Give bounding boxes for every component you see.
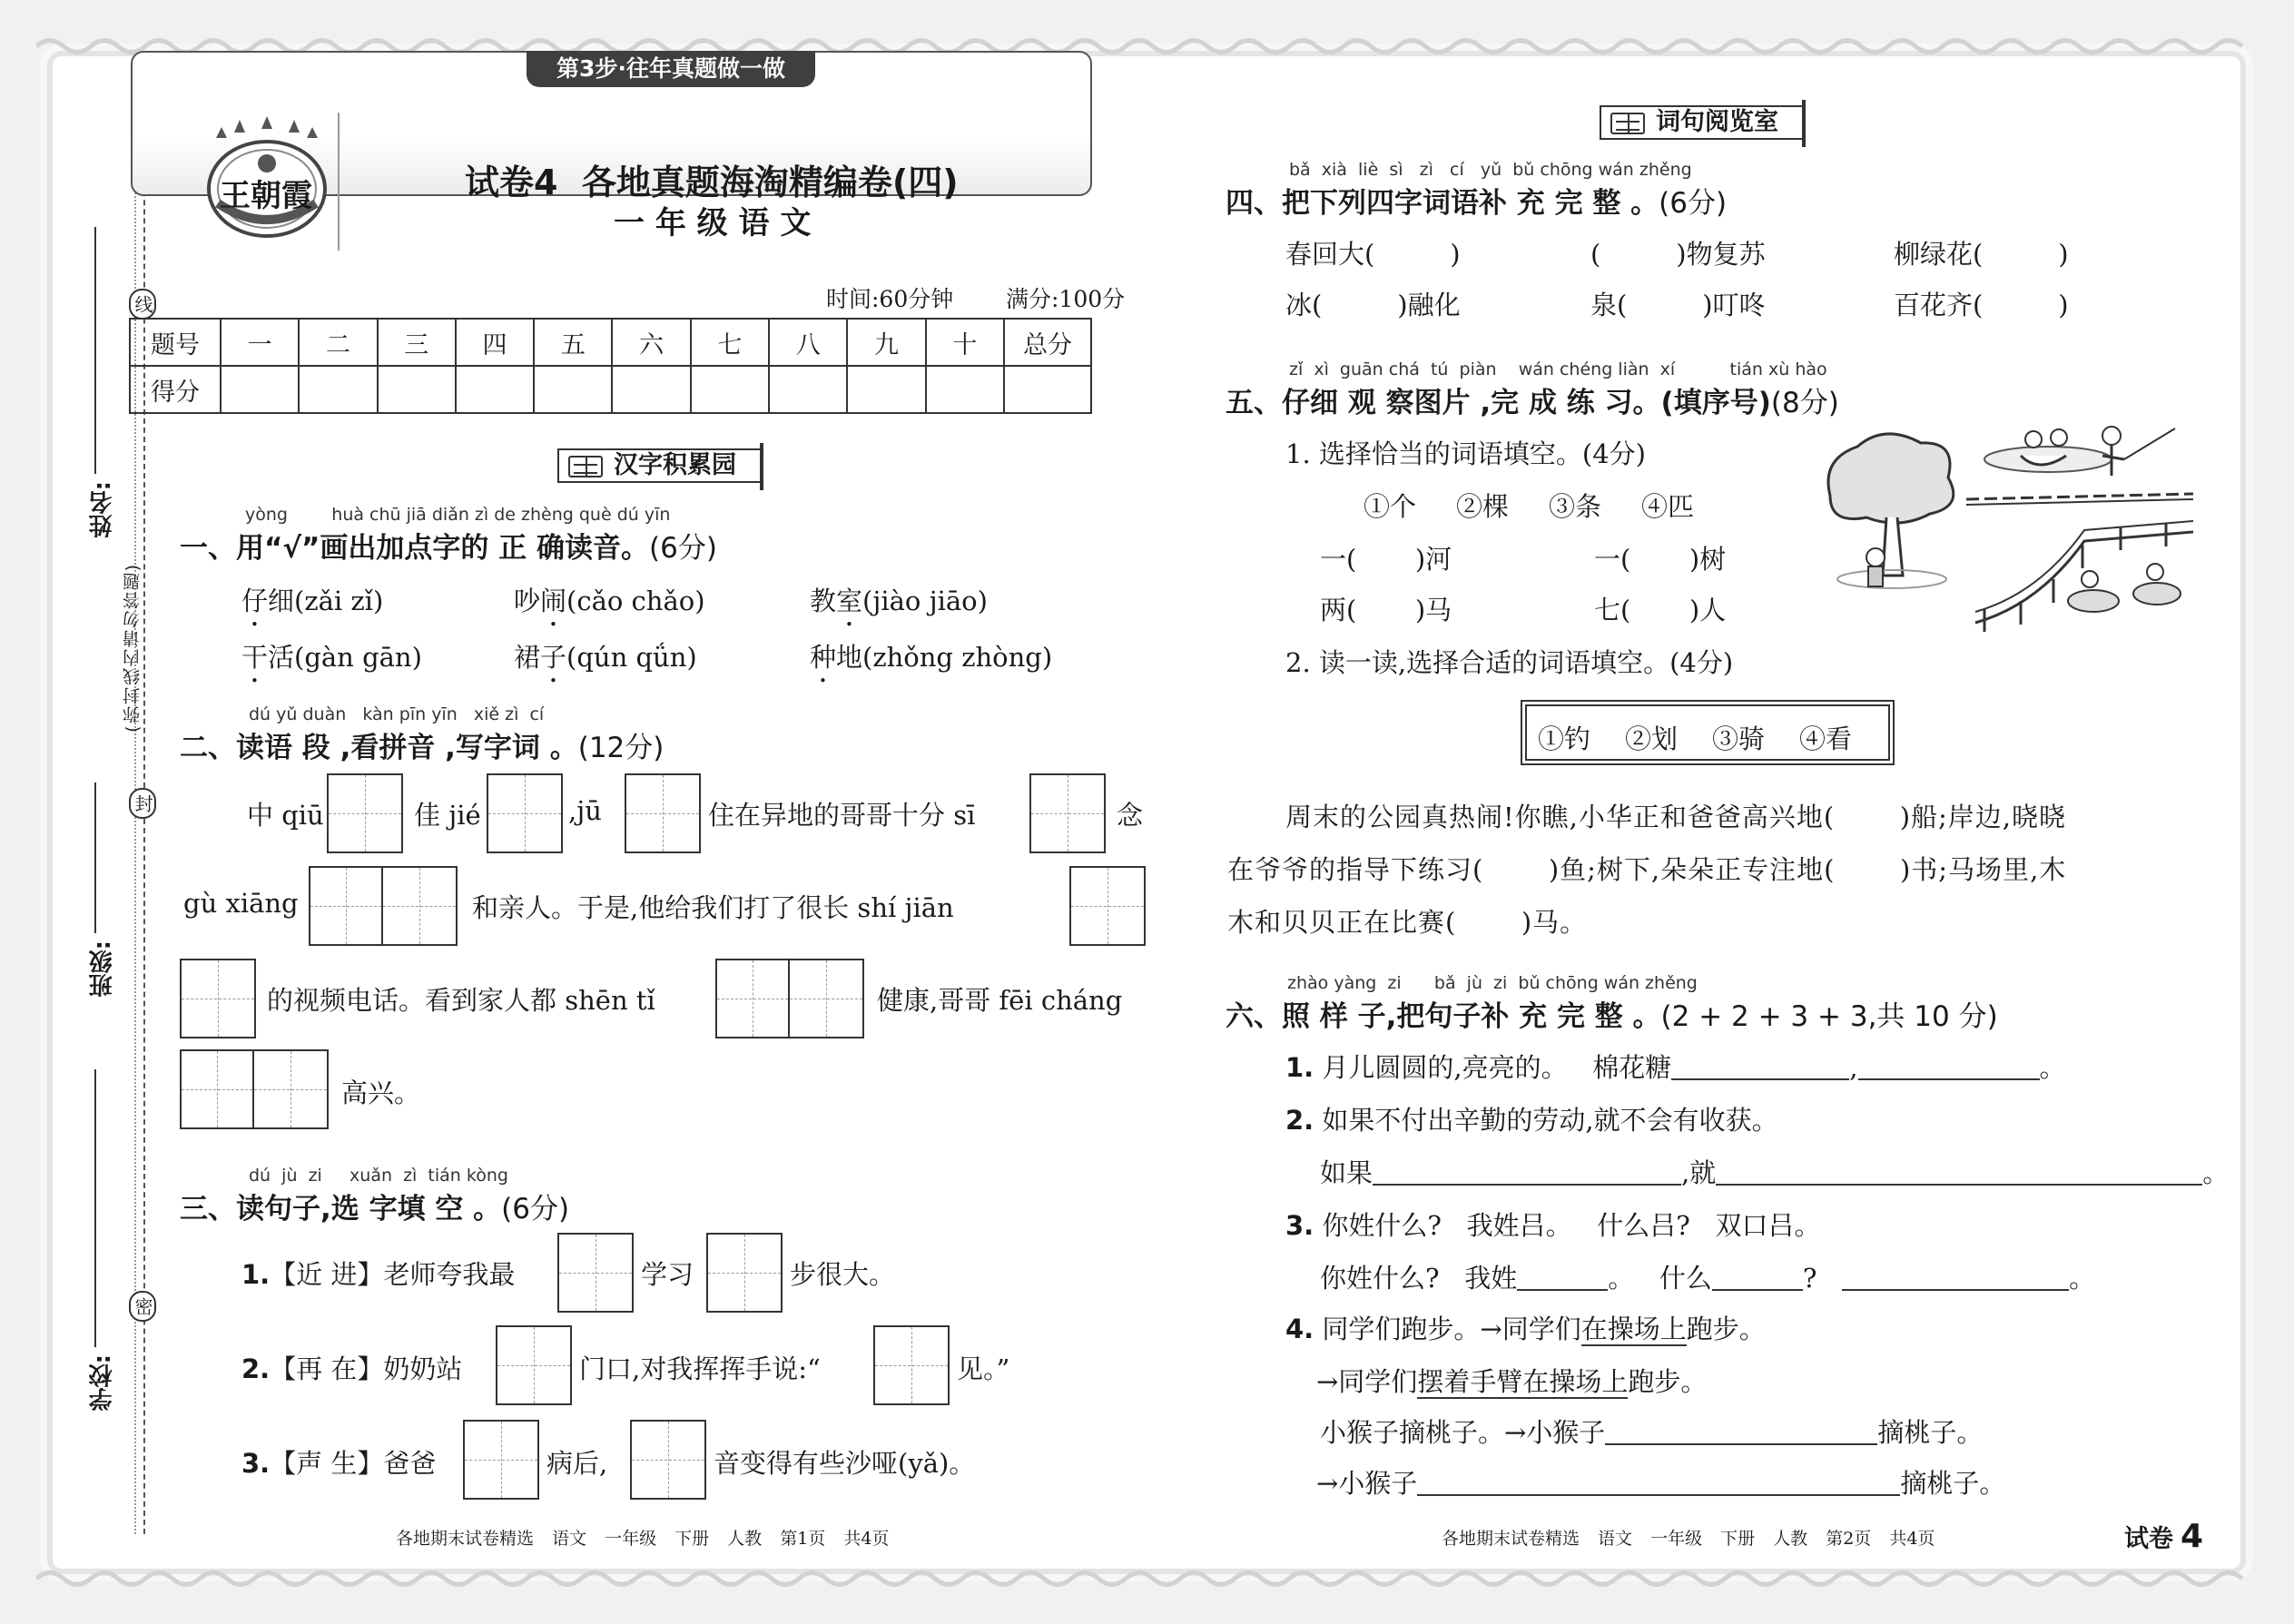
q2-box-jie[interactable]: [487, 773, 563, 853]
q6-s2-blank-1[interactable]: [1373, 1158, 1681, 1186]
score-col-5: 五: [534, 319, 612, 366]
q1-heading: [180, 525, 717, 566]
q3-box-2b[interactable]: [873, 1325, 950, 1405]
score-table-header-label: 题号: [130, 319, 221, 366]
q1-item-1[interactable]: 仔细(zǎi zǐ): [241, 586, 384, 616]
q2-box-shenti[interactable]: [715, 959, 864, 1038]
name-label: 姓名:: [89, 481, 116, 538]
score-col-7: 七: [691, 319, 769, 366]
q3-box-3a[interactable]: [463, 1420, 539, 1500]
score-col-6: 六: [612, 319, 690, 366]
q6-s3-blank-1[interactable]: [1517, 1264, 1608, 1291]
q3-item-2: 2.【再 在】奶奶站: [241, 1353, 463, 1384]
q6-s3-answer: 你姓什么? 我姓 。 什么 ? 。: [1320, 1263, 2096, 1294]
q2-text-9: 健康,哥哥 fēi cháng: [877, 985, 1123, 1016]
q6-s4-task-1: 小猴子摘桃子。→小猴子 摘桃子。: [1320, 1417, 1984, 1448]
q3-box-2a[interactable]: [496, 1325, 572, 1405]
score-cell[interactable]: [221, 366, 299, 413]
no-answer-note: (弥封线内请勿答题): [123, 563, 143, 733]
score-cell[interactable]: [847, 366, 925, 413]
school-label: 学校:: [89, 1354, 116, 1412]
score-table-row-label: 得分: [130, 366, 221, 413]
q3-pinyin: dú jù zi xuǎn zì tián kòng: [249, 1166, 508, 1186]
q5-sub1-option-4: ④匹: [1641, 491, 1695, 522]
right-footer: 各地期末试卷精选 语文 一年级 下册 人教 第2页 共4页: [1442, 1529, 1935, 1549]
q5-sub2-option-3: ③骑: [1712, 723, 1766, 754]
q1-text: 用“√”画出加点字的 正 确读音。: [236, 532, 650, 565]
q6-text: 照 样 子,把句子补 充 完 整 。: [1282, 1000, 1661, 1033]
cut-mark-3: 密: [129, 1291, 156, 1322]
score-col-4: 四: [456, 319, 534, 366]
section-banner-right-text: 词句阅览室: [1656, 108, 1778, 136]
exam-title: 试卷4 各地真题海淘精编卷(四): [465, 162, 959, 202]
q6-s2-answer: 如果 ,就 。: [1320, 1157, 2230, 1188]
score-col-1: 一: [221, 319, 299, 366]
q2-text-5: 念: [1117, 800, 1144, 831]
q4-item-6[interactable]: 百花齐( ): [1894, 290, 2069, 320]
q6-s2-blank-2[interactable]: [1716, 1158, 2202, 1186]
q6-s3-blank-3[interactable]: [1842, 1264, 2069, 1291]
q2-text-6: gù xiāng: [183, 888, 299, 919]
q3-item-1: 1.【近 进】老师夸我最: [241, 1259, 516, 1290]
score-cell[interactable]: [769, 366, 847, 413]
q5-sub1-blank-1[interactable]: 一( )河: [1320, 544, 1452, 575]
q5-passage-line-2[interactable]: 在爷爷的指导下练习( )鱼;树下,朵朵正专注地( )书;马场里,木: [1227, 854, 2067, 885]
q2-box-feichang[interactable]: [180, 1049, 329, 1129]
q1-item-5[interactable]: 裙子(qún qǘn): [514, 642, 697, 673]
q5-sub2-label: 2. 读一读,选择合适的词语填空。(4分): [1285, 647, 1734, 678]
book-icon: [568, 456, 603, 477]
score-info: 满分:100分: [1006, 286, 1126, 312]
q6-s1-blank-2[interactable]: [1858, 1053, 2040, 1080]
q5-passage-line-1[interactable]: 周末的公园真热闹!你瞧,小华正和爸爸高兴地( )船;岸边,晓晓: [1285, 802, 2067, 832]
q6-s2-example: 2. 如果不付出辛勤的劳动,就不会有收获。: [1285, 1105, 1778, 1136]
left-footer: 各地期末试卷精选 语文 一年级 下册 人教 第1页 共4页: [396, 1529, 890, 1549]
q2-text-4: 住在异地的哥哥十分 sī: [708, 800, 976, 831]
q5-sub1-label: 1. 选择恰当的词语填空。(4分): [1285, 438, 1646, 469]
name-field[interactable]: [94, 227, 96, 474]
exam-subtitle: 一 年 级 语 文: [614, 205, 812, 241]
q2-score: (12分): [577, 732, 665, 764]
q4-pinyin: bǎ xià liè sì zì cí yǔ bǔ chōng wán zhěng: [1289, 160, 1692, 180]
section-banner-left: [557, 448, 760, 483]
school-field[interactable]: [94, 1069, 96, 1347]
score-table: [129, 318, 1092, 414]
q4-item-5[interactable]: 泉( )叮咚: [1590, 290, 1766, 320]
q5-number: 五、: [1226, 387, 1282, 419]
q1-item-6[interactable]: 种地(zhǒng zhòng): [810, 642, 1053, 673]
q1-item-4[interactable]: 干活(gàn gān): [241, 642, 422, 673]
time-info: 时间:60分钟: [826, 286, 954, 312]
q1-number: 一、: [180, 532, 236, 565]
q5-sub2-option-4: ④看: [1799, 723, 1853, 754]
q5-sub2-option-2: ②划: [1625, 723, 1679, 754]
q5-sub1-blank-4[interactable]: 七( )人: [1594, 595, 1727, 625]
q6-s1-blank-1[interactable]: [1671, 1053, 1849, 1080]
q4-number: 四、: [1226, 187, 1282, 220]
q1-item-3[interactable]: 教室(jiào jiāo): [810, 586, 988, 616]
section-banner-left-text: 汉字积累园: [614, 451, 736, 479]
q3-box-1b[interactable]: [706, 1233, 783, 1313]
q4-score: (6分): [1659, 187, 1728, 220]
q2-text-2: 佳 jié: [414, 800, 481, 831]
q6-number: 六、: [1226, 1000, 1282, 1033]
q6-s4-example-2: →同学们摆着手臂在操场上跑步。: [1316, 1366, 1708, 1397]
q1-pinyin: yòng huà chū jiā diǎn zì de zhèng què dú yīn: [245, 505, 671, 525]
q2-text-10: 高兴。: [341, 1078, 421, 1108]
logo-text: 王朝霞: [220, 178, 312, 214]
q4-text: 把下列四字词语补 充 完 整 。: [1282, 187, 1659, 220]
q6-s4-blank-1[interactable]: [1605, 1418, 1877, 1445]
q3-item-3-end: 音变得有些沙哑(yǎ)。: [714, 1448, 976, 1479]
q2-box-si[interactable]: [1029, 773, 1106, 853]
q3-text: 读句子,选 字填 空 。: [236, 1193, 502, 1225]
q3-item-1-mid: 学习: [641, 1259, 694, 1290]
cut-mark-2: 封: [129, 788, 156, 819]
q3-number: 三、: [180, 1193, 236, 1225]
q2-box-ju[interactable]: [625, 773, 701, 853]
q4-item-2[interactable]: ( )物复苏: [1590, 239, 1766, 270]
q2-text-3: ,jū: [568, 795, 602, 826]
cut-mark-1: 线: [129, 289, 156, 320]
q2-box-shijian-2[interactable]: [180, 959, 256, 1038]
class-label: 班级:: [89, 940, 116, 998]
q5-sub1-option-2: ②棵: [1456, 491, 1510, 522]
score-col-9: 九: [847, 319, 925, 366]
q5-sub1-blank-3[interactable]: 两( )马: [1320, 595, 1452, 625]
score-cell[interactable]: [926, 366, 1004, 413]
q6-pinyin: zhào yàng zi bǎ jù zi bǔ chōng wán zhěng: [1287, 973, 1698, 993]
q4-item-4[interactable]: 冰( )融化: [1285, 290, 1461, 320]
q5-sub1-option-1: ①个: [1364, 491, 1417, 522]
score-col-3: 三: [378, 319, 456, 366]
q1-score: (6分): [649, 532, 717, 565]
page-label: 试卷 4: [2124, 1518, 2204, 1555]
q6-heading: [1226, 993, 1998, 1034]
score-cell[interactable]: [378, 366, 456, 413]
q2-text-8: 的视频电话。看到家人都 shēn tǐ: [267, 985, 655, 1016]
q5-text: 仔细 观 察图片 ,完 成 练 习。(填序号): [1282, 387, 1771, 419]
q4-item-1[interactable]: 春回大( ): [1285, 239, 1461, 270]
q4-heading: [1226, 180, 1727, 221]
q3-heading: [180, 1186, 569, 1226]
book-icon: [1610, 113, 1645, 134]
score-col-2: 二: [299, 319, 377, 366]
q2-text-7: 和亲人。于是,他给我们打了很长 shí jiān: [472, 892, 954, 923]
wavy-border-bottom: [36, 1567, 2258, 1590]
score-col-8: 八: [769, 319, 847, 366]
score-cell[interactable]: [691, 366, 769, 413]
q6-s4-task-2: →小猴子 摘桃子。: [1316, 1468, 2006, 1499]
page-number: 4: [2181, 1518, 2204, 1555]
score-cell[interactable]: [534, 366, 612, 413]
q2-pinyin: dú yǔ duàn kàn pīn yīn xiě zì cí: [249, 704, 545, 724]
q2-heading: [180, 724, 664, 765]
q3-item-1-end: 步很大。: [790, 1259, 896, 1290]
park-illustration: [1812, 423, 2195, 637]
q5-score: (8分): [1770, 387, 1839, 419]
q2-box-guxiang[interactable]: [309, 866, 458, 946]
q5-pinyin: zǐ xì guān chá tú piàn wán chéng liàn xí tián xù hào: [1289, 359, 1827, 379]
q5-passage-line-3[interactable]: 木和贝贝正在比赛( )马。: [1227, 907, 1588, 938]
q6-s3-example: 3. 你姓什么? 我姓吕。 什么吕? 双口吕。: [1285, 1210, 1821, 1241]
q2-text: 读语 段 ,看拼音 ,写字词 。: [236, 732, 578, 764]
q5-sub2-option-1: ①钓: [1538, 723, 1591, 754]
class-field[interactable]: [94, 782, 96, 933]
q3-box-3b[interactable]: [630, 1420, 706, 1500]
q4-item-3[interactable]: 柳绿花( ): [1894, 239, 2069, 270]
q3-item-2-end: 见。”: [957, 1353, 1010, 1384]
q6-s4-blank-2[interactable]: [1417, 1469, 1900, 1496]
q3-item-3: 3.【声 生】爸爸: [241, 1448, 437, 1479]
score-cell[interactable]: [456, 366, 534, 413]
q5-sub1-option-3: ③条: [1549, 491, 1602, 522]
score-col-10: 十: [926, 319, 1004, 366]
q3-score: (6分): [501, 1193, 570, 1225]
step-tab: 第3步·往年真题做一做: [527, 51, 815, 87]
q2-box-shijian[interactable]: [1069, 866, 1146, 946]
q3-item-3-mid: 病后,: [546, 1448, 608, 1479]
q6-s4-example-1: 4. 同学们跑步。→同学们在操场上跑步。: [1285, 1314, 1766, 1344]
logo-divider: [338, 113, 340, 251]
score-cell[interactable]: [612, 366, 690, 413]
q5-sub1-blank-2[interactable]: 一( )树: [1594, 544, 1727, 575]
q6-s3-blank-2[interactable]: [1712, 1264, 1803, 1291]
q2-text-1: 中 qiū: [247, 800, 324, 831]
section-banner-right: [1600, 105, 1802, 140]
q1-item-2[interactable]: 吵闹(cǎo chǎo): [514, 586, 705, 616]
q3-box-1a[interactable]: [557, 1233, 634, 1313]
q6-score: (2 + 2 + 3 + 3,共 10 分): [1660, 1000, 1998, 1033]
score-col-total: 总分: [1004, 319, 1091, 366]
q2-box-qiu[interactable]: [327, 773, 403, 853]
score-cell[interactable]: [1004, 366, 1091, 413]
q5-heading: [1226, 379, 1839, 420]
q6-s1: 1. 月儿圆圆的,亮亮的。 棉花糖 , 。: [1285, 1052, 2066, 1083]
score-cell[interactable]: [299, 366, 377, 413]
q2-number: 二、: [180, 732, 236, 764]
q3-item-2-mid: 门口,对我挥挥手说:“: [579, 1353, 821, 1384]
